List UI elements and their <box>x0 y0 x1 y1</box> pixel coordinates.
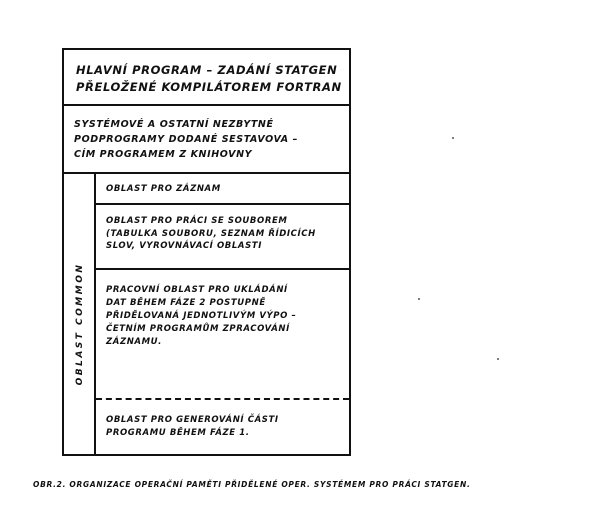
main-program-block <box>64 50 349 106</box>
main-program-line-2: PŘELOŽENÉ KOMPILÁTOREM FORTRAN <box>76 80 342 94</box>
scan-speck <box>418 298 420 300</box>
record-area-line-1: OBLAST PRO ZÁZNAM <box>106 184 221 194</box>
figure-caption: OBR.2. ORGANIZACE OPERAČNÍ PAMĚTI PŘIDĚLENÉ OPER. SYSTÉMEM PRO PRÁCI STATGEN. <box>33 480 471 489</box>
common-area-block <box>64 174 349 454</box>
working-area-line-5: ZÁZNAMU. <box>106 337 162 347</box>
working-area-line-1: PRACOVNÍ OBLAST PRO UKLÁDÁNÍ <box>106 285 288 295</box>
system-subprograms-block <box>64 106 349 174</box>
working-area-line-4: ČETNÍM PROGRAMŮM ZPRACOVÁNÍ <box>106 324 290 334</box>
main-program-line-1: HLAVNÍ PROGRAM – ZADÁNÍ STATGEN <box>76 63 338 77</box>
system-subprograms-line-1: SYSTÉMOVÉ A OSTATNÍ NEZBYTNÉ <box>74 119 274 130</box>
system-subprograms-line-2: PODPROGRAMY DODANÉ SESTAVOVA – <box>74 134 298 145</box>
generated-area-line-2: PROGRAMU BĚHEM FÁZE 1. <box>106 428 250 438</box>
file-area-line-2: (TABULKA SOUBORU, SEZNAM ŘÍDICÍCH <box>106 228 316 239</box>
scan-speck <box>497 358 499 360</box>
file-area-line-3: SLOV, VYROVNÁVACÍ OBLASTI <box>106 241 262 251</box>
generated-area-line-1: OBLAST PRO GENEROVÁNÍ ČÁSTI <box>106 415 279 425</box>
working-area-line-3: PŘIDĚLOVANÁ JEDNOTLIVÝM VÝPO – <box>106 311 297 321</box>
generated-code-area-block <box>96 400 349 454</box>
working-area-line-2: DAT BĚHEM FÁZE 2 POSTUPNĚ <box>106 298 266 308</box>
record-area-block <box>96 174 349 205</box>
file-area-block <box>96 205 349 270</box>
common-area-label: OBLAST COMMON <box>75 262 85 386</box>
memory-organization-diagram <box>62 48 351 456</box>
common-area-label-column <box>64 174 96 454</box>
system-subprograms-line-3: CÍM PROGRAMEM Z KNIHOVNY <box>74 149 253 160</box>
working-area-block <box>96 270 349 400</box>
file-area-line-1: OBLAST PRO PRÁCI SE SOUBOREM <box>106 216 288 226</box>
scan-speck <box>452 137 454 139</box>
